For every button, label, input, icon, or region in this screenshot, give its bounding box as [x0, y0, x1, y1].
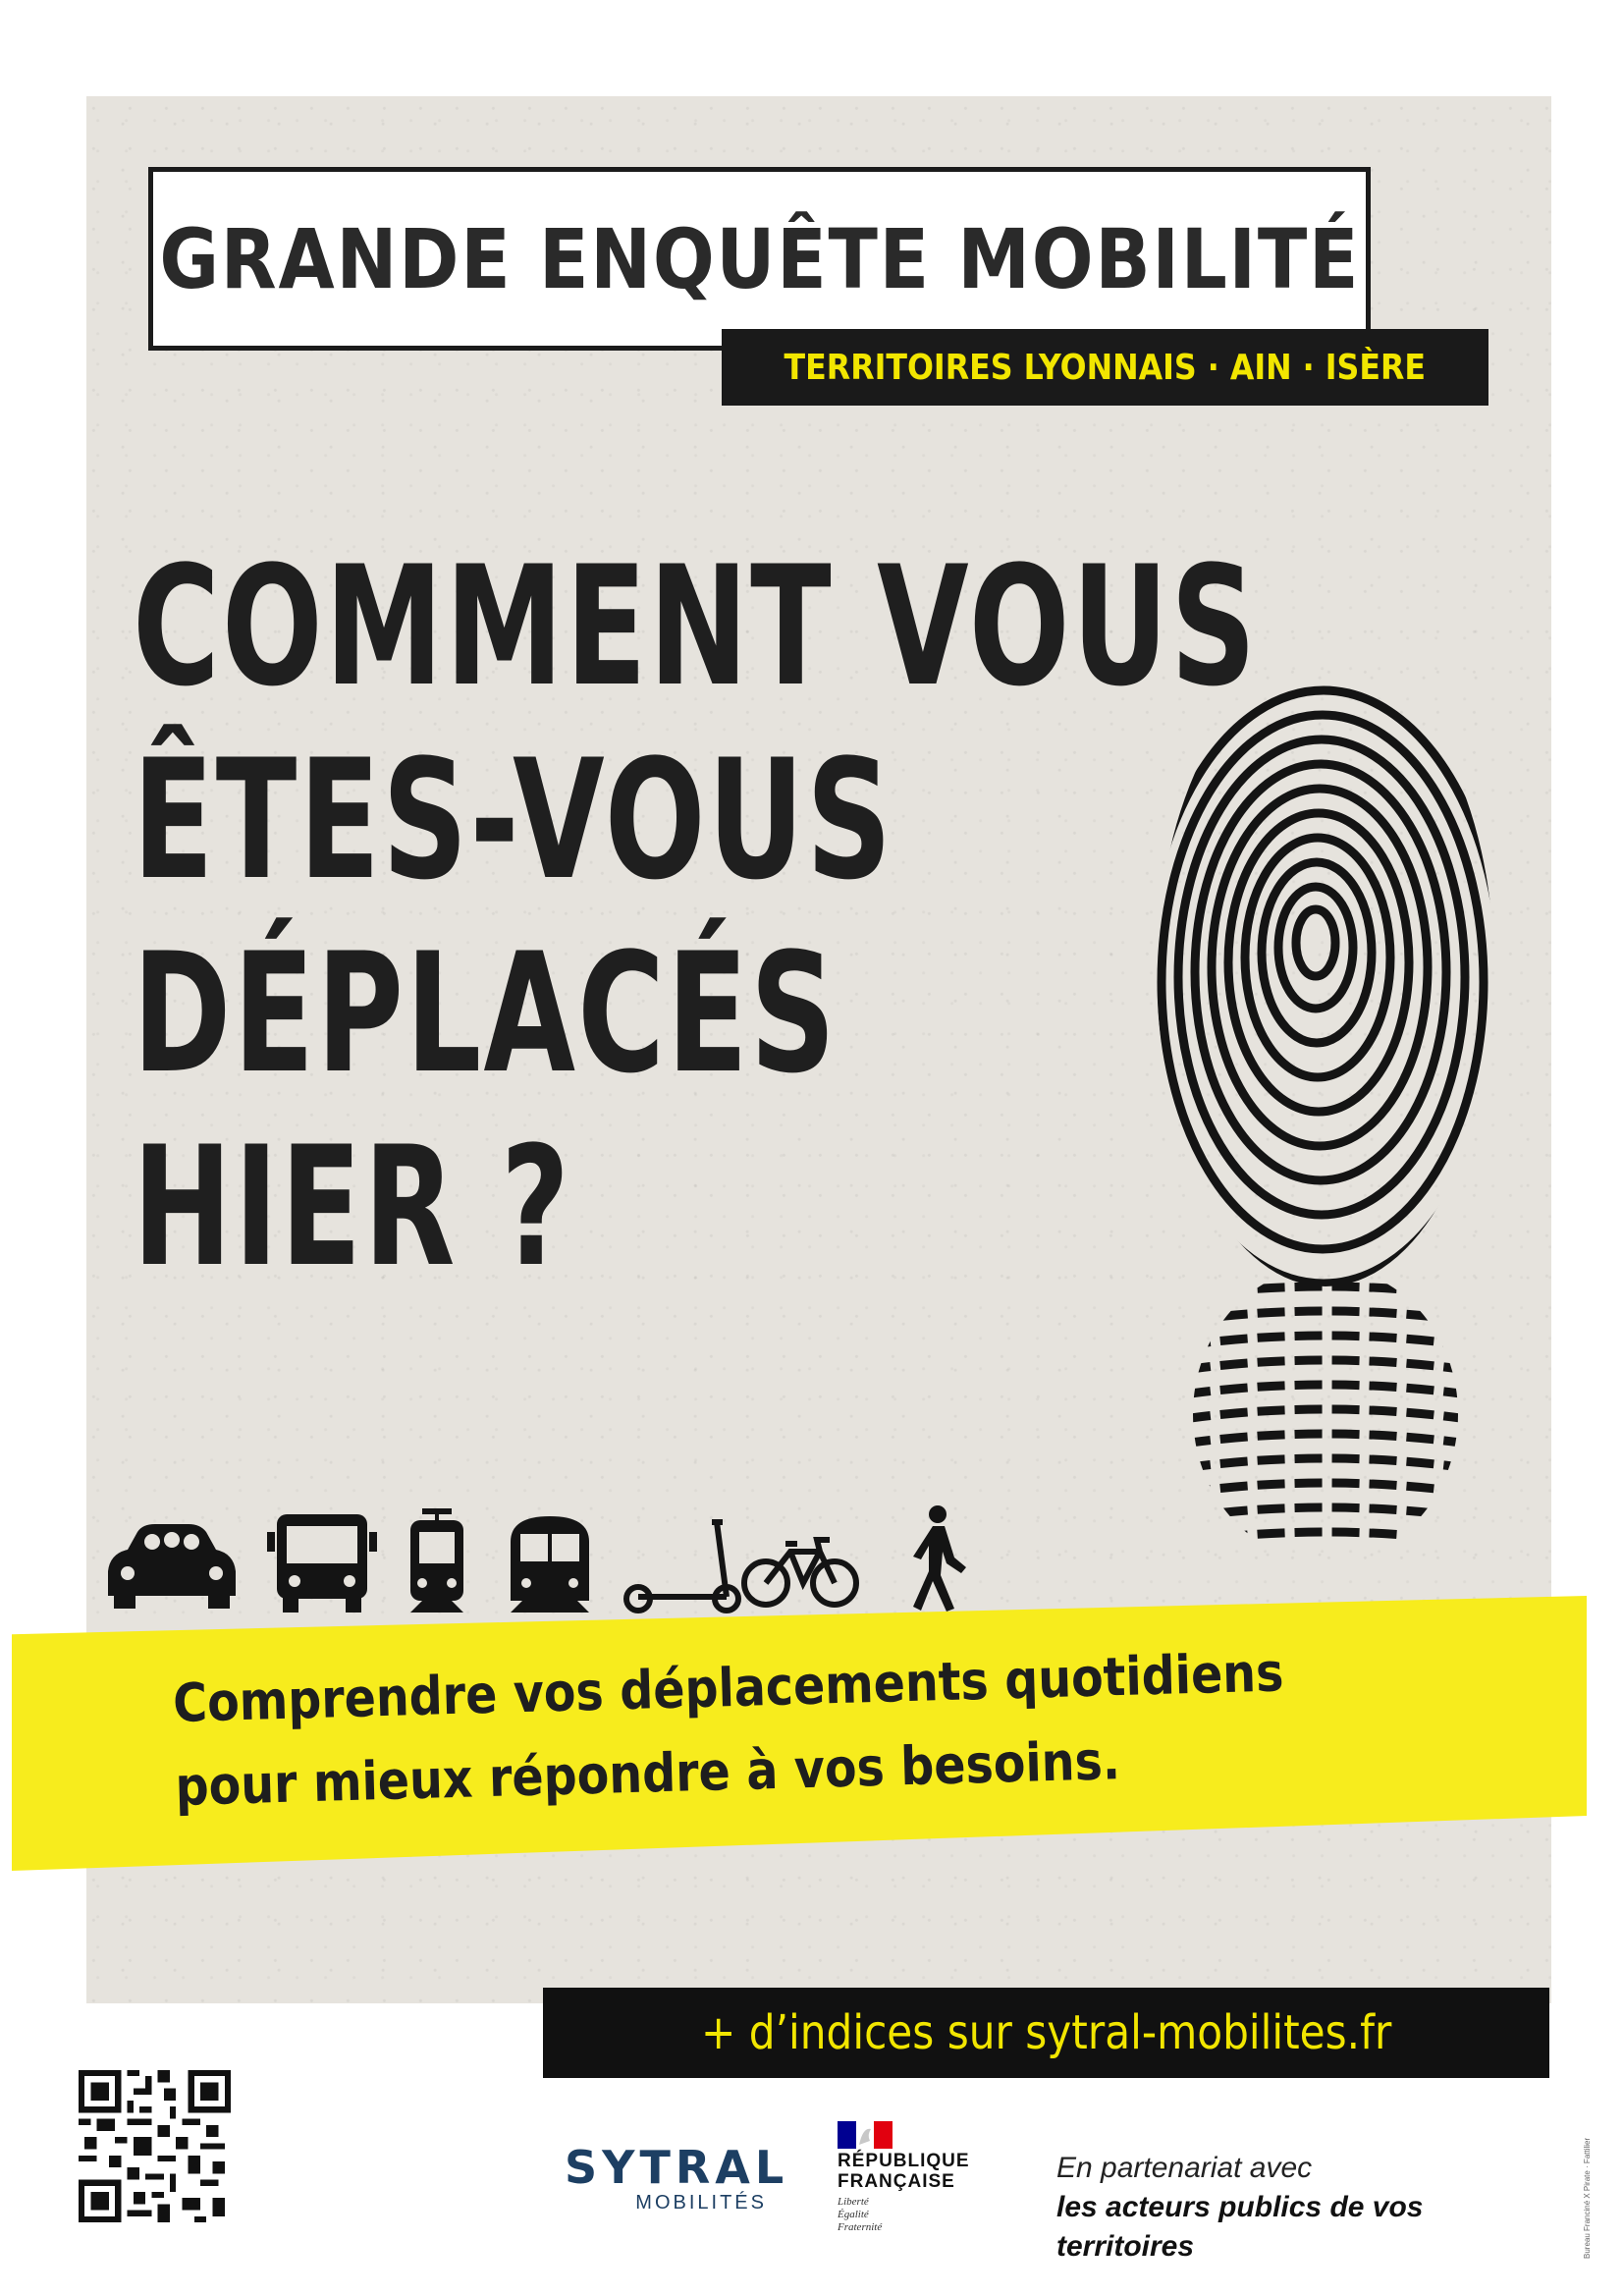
banner-message	[172, 1626, 1452, 1829]
scooter-icon	[626, 1522, 738, 1611]
banner-line-1: Comprendre vos déplacements quotidiens	[172, 1641, 1285, 1734]
banner-line-2: pour mieux répondre à vos besoins.	[174, 1729, 1121, 1818]
territory-label	[722, 329, 1488, 406]
republique-line-2: FRANÇAISE	[838, 2171, 955, 2192]
pedestrian-icon	[913, 1505, 966, 1612]
sytral-subtitle: MOBILITÉS	[635, 2192, 767, 2214]
question-line-4: HIER ?	[133, 1111, 572, 1303]
credit-text: Bureau Franciné X Pirate · Fattilier	[1583, 2137, 1592, 2259]
question-line-3: DÉPLACÉS	[133, 917, 839, 1110]
sytral-name: SYTRAL	[565, 2141, 789, 2194]
qr-code-icon[interactable]	[79, 2070, 231, 2222]
marianne-flag-icon	[838, 2121, 893, 2149]
partnership-note	[1056, 2149, 1567, 2267]
website-link[interactable]: + d’indices sur sytral-mobilites.fr	[700, 2005, 1392, 2060]
main-question	[133, 530, 1259, 1304]
bicycle-icon	[744, 1540, 856, 1605]
tram-icon	[410, 1508, 463, 1613]
territory-text: TERRITOIRES LYONNAIS · AIN · ISÈRE	[784, 347, 1427, 388]
design-credit	[1583, 2111, 1595, 2269]
republique-francaise-logo	[838, 2121, 975, 2239]
motto-liberte: Liberté	[838, 2196, 869, 2208]
motto-fraternite: Fraternité	[838, 2221, 883, 2233]
url-bar[interactable]	[543, 1988, 1549, 2078]
sytral-logo	[565, 2141, 789, 2219]
bus-icon	[267, 1514, 377, 1613]
republique-line-1: RÉPUBLIQUE	[838, 2151, 970, 2171]
question-line-1: COMMENT VOUS	[133, 530, 1259, 723]
partner-text: les acteurs publics de vos territoires	[1056, 2191, 1424, 2263]
footprint-icon	[1144, 648, 1507, 1591]
motto-egalite: Égalité	[838, 2209, 869, 2220]
transport-modes	[98, 1503, 982, 1620]
title-box	[148, 167, 1371, 351]
metro-icon	[511, 1516, 589, 1613]
car-icon	[108, 1524, 236, 1609]
question-line-2: ÊTES-VOUS	[133, 724, 894, 916]
partner-intro: En partenariat avec	[1056, 2152, 1313, 2184]
republique-motto	[838, 2196, 882, 2234]
republique-name	[838, 2151, 970, 2192]
poster-title: GRANDE ENQUÊTE MOBILITÉ	[159, 210, 1360, 307]
